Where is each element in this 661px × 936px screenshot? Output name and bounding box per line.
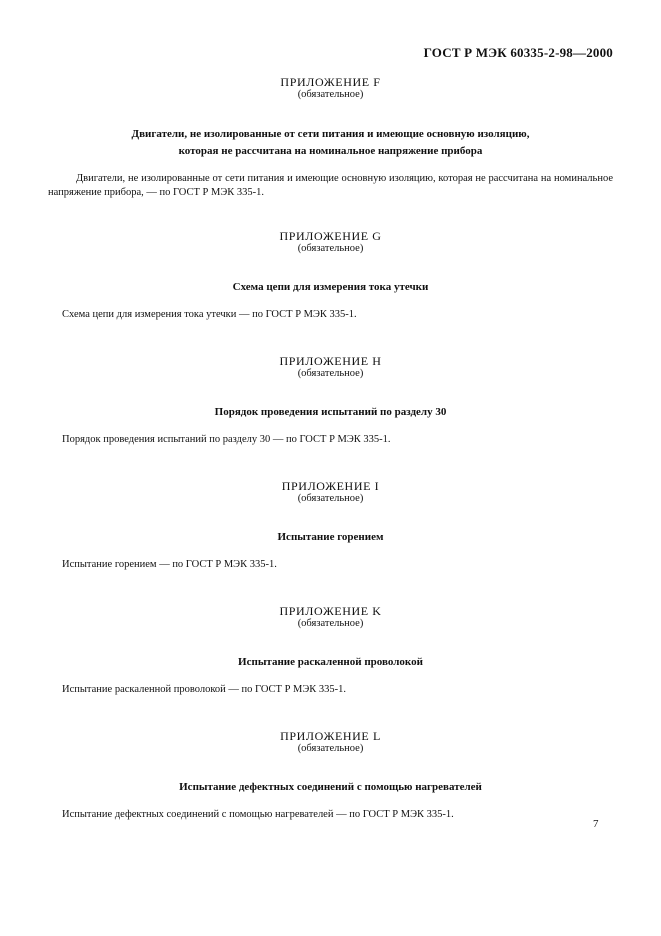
annex-status: (обязательное) [297,368,364,379]
annex-heading: Схема цепи для измерения тока утечки [232,281,429,293]
annex-status: (обязательное) [297,743,364,754]
annex-heading: Испытание раскаленной проволокой [238,656,423,668]
annex-body: Схема цепи для измерения тока утечки — по ГОСТ Р МЭК 335-1. [62,309,357,320]
annex-heading: Испытание горением [277,531,384,543]
annex-body: Испытание дефектных соединений с помощью нагревателей — по ГОСТ Р МЭК 335-1. [62,809,454,820]
annex-body: Двигатели, не изолированные от сети питания и имеющие основную изоляцию, которая не рассчитана на номинальное напряжение прибора, — по ГОСТ Р МЭК 335-1. [48,173,613,198]
annex-f [0,76,661,200]
annex-k [0,605,661,697]
annex-title: ПРИЛОЖЕНИЕ L [280,729,381,743]
standard-code-header: ГОСТ Р МЭК 60335-2-98—2000 [423,45,613,60]
annex-title: ПРИЛОЖЕНИЕ K [279,604,382,618]
annex-heading [0,126,661,160]
annex-title: ПРИЛОЖЕНИЕ G [279,229,382,243]
annex-body: Испытание горением — по ГОСТ Р МЭК 335-1. [62,559,277,570]
annex-status: (обязательное) [297,243,364,254]
annex-title: ПРИЛОЖЕНИЕ H [279,354,382,368]
annex-h [0,355,661,447]
annex-body: Порядок проведения испытаний по разделу 30 — по ГОСТ Р МЭК 335-1. [62,434,391,445]
annex-heading-line: Двигатели, не изолированные от сети питания и имеющие основную изоляцию, [131,128,530,140]
page-number: 7 [593,818,599,830]
annex-i [0,480,661,572]
annex-status: (обязательное) [297,89,364,100]
annex-g [0,230,661,322]
annex-l [0,730,661,822]
annex-status: (обязательное) [297,493,364,504]
annex-heading: Порядок проведения испытаний по разделу 30 [214,406,447,418]
annex-title: ПРИЛОЖЕНИЕ F [280,75,381,89]
annex-heading-line: которая не рассчитана на номинальное напряжение прибора [178,145,483,157]
annex-title: ПРИЛОЖЕНИЕ I [281,479,380,493]
annex-body: Испытание раскаленной проволокой — по ГОСТ Р МЭК 335-1. [62,684,347,695]
annex-heading: Испытание дефектных соединений с помощью нагревателей [179,781,482,793]
annex-status: (обязательное) [297,618,364,629]
